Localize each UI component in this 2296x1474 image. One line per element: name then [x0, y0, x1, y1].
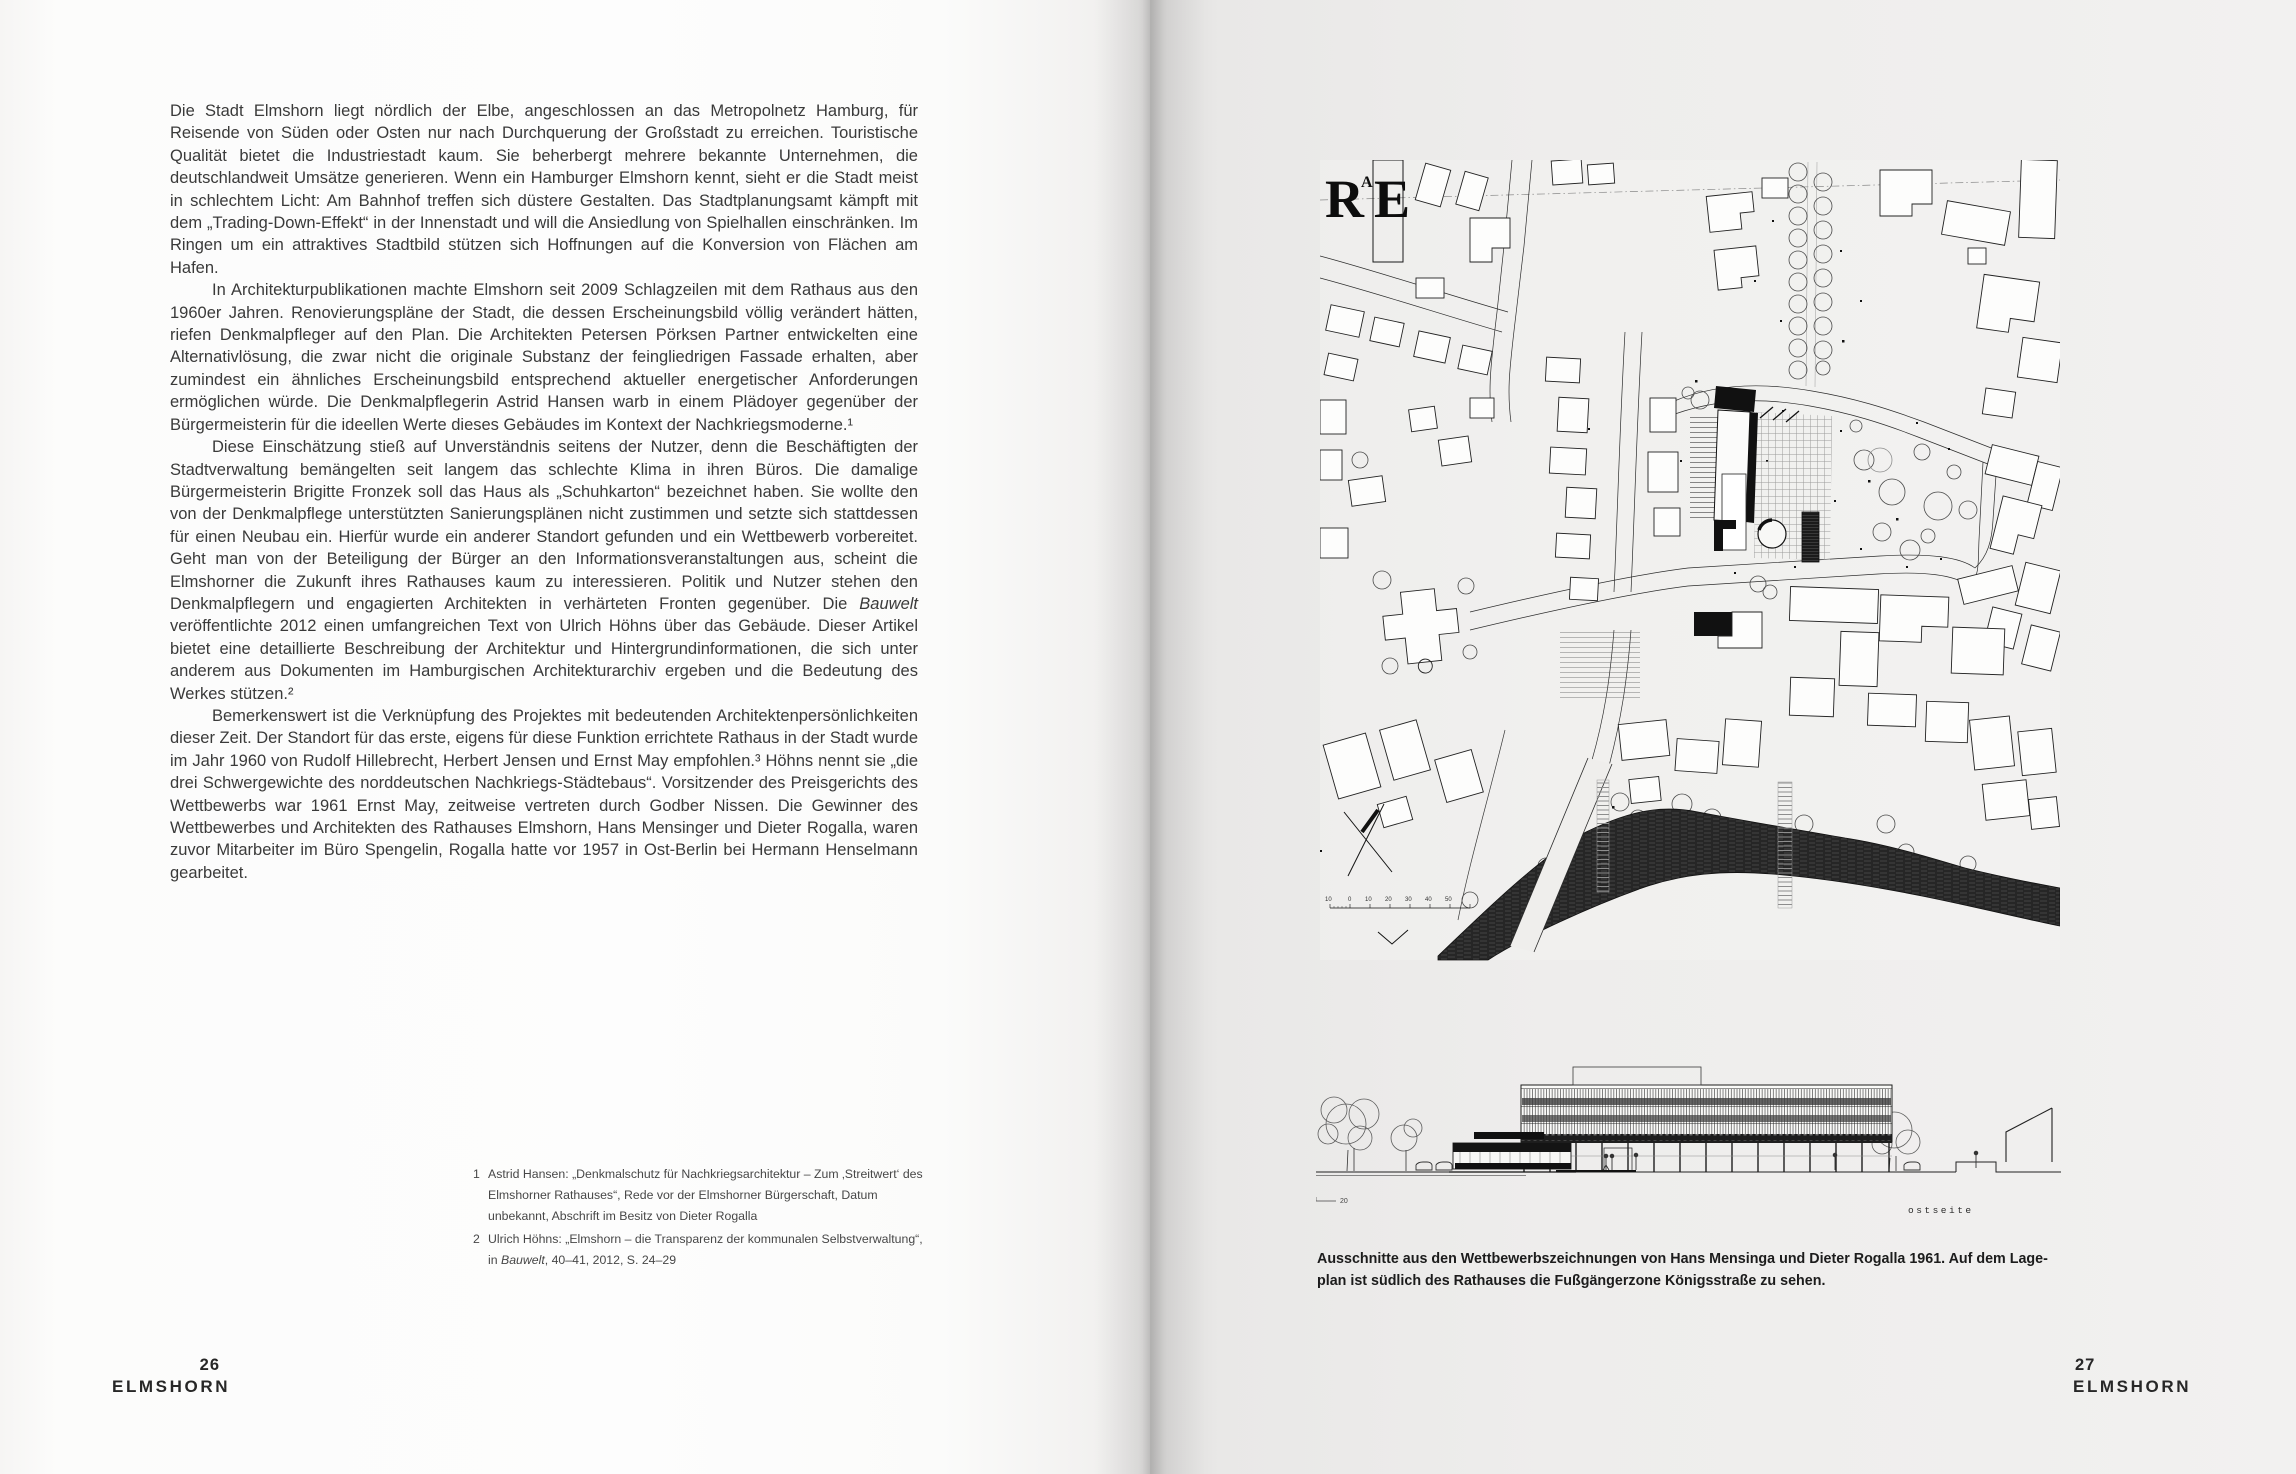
- plan-rathaus-north-bar: [1714, 386, 1756, 412]
- svg-text:10: 10: [1365, 897, 1372, 903]
- footnote-2: [473, 1229, 923, 1271]
- footer-right: [2073, 1356, 2193, 1397]
- paragraph: In Architekturpublikationen machte Elmshorn seit 2009 Schlagzeilen mit dem Rathaus aus den 1960er Jahren. Renovierungspläne der Stadt, die dessen Erscheinungsbild völlig verändert hätten, riefen Denkmalpfleger auf den Plan. Die Architekten Petersen Pörksen Partner entwickelten eine Alternativlösung, die zwar nicht die originale Substanz der feingliedrigen Fassade erhalten, aber zumindest ein ähnliches Erscheinungsbild entsprechend aktueller energetischer Anforderungen ermöglichen würde. Die Denkmalpflegerin Astrid Hansen warb in einem Plädoyer gegenüber der Bürgermeisterin für die ideellen Werte dieses Gebäudes im Kontext der Nachkriegsmoderne.¹: [170, 281, 918, 434]
- svg-text:20: 20: [1340, 1198, 1348, 1205]
- paragraph: Bemerkenswert ist die Verknüpfung des Projektes mit bedeutenden Architektenpersönlichkeiten dieser Zeit. Der Standort für das erste, eigens für diese Funktion errichtete Rathaus in der Stadt wurde im Jahr 1960 von Rudolf Hillebrecht, Herbert Jensen und Ernst May empfohlen.³ Höhns nennt sie „die drei Schwergewichte des norddeutschen Nachkriegs-Städtebaus“. Vorsitzender des Preisgerichts des Wettbewerbs war 1961 Ernst May, zeitweise vertreten durch Godber Nissen. Die Gewinner des Wettbewerbes und Architekten des Rathauses Elmshorn, Hans Mensinger und Dieter Rogalla, waren zuvor Mitarbeiter im Büro Spengelin, Rogalla hatte vor 1957 in Ost-Berlin bei Hermann Henselmann gearbeitet.: [170, 706, 918, 882]
- figure-caption: Ausschnitte aus den Wettbewerbszeichnungen von Hans Mensinga und Dieter Rogalla 1961. Auf dem Lage- plan ist südlich des Rathauses die Fußgängerzone Königsstraße zu sehen.: [1317, 1251, 2048, 1289]
- elevation-drawing: [1316, 1058, 2066, 1238]
- footnote-number: 2: [473, 1232, 480, 1247]
- running-title: ELMSHORN: [112, 1377, 231, 1396]
- plan-parking-hatch: [1690, 414, 1718, 522]
- svg-text:0: 0: [1348, 897, 1352, 903]
- svg-text:R: R: [1325, 169, 1364, 229]
- plan-dark-hatch-block: [1802, 512, 1819, 562]
- footnote-text: Astrid Hansen: „Denkmalschutz für Nachkriegsarchitektur – Zum ‚Streitwert‘ des Elmshorner Rathauses“, Rede vor der Elmshorner Bürgerschaft, Datum unbekannt, Abschrift im Besitz von Dieter Rogalla: [488, 1167, 923, 1223]
- svg-text:40: 40: [1425, 897, 1432, 903]
- footnote-text: Ulrich Höhns: „Elmshorn – die Transparenz der kommunalen Selbstverwaltung“, in Bauwelt, 40–41, 2012, S. 24–29: [488, 1232, 923, 1268]
- site-plan-drawing: [1320, 160, 2060, 970]
- svg-text:30: 30: [1405, 897, 1412, 903]
- footnote-number: 1: [473, 1167, 480, 1181]
- paragraph: Die Stadt Elmshorn liegt nördlich der Elbe, angeschlossen an das Metropolnetz Hamburg, für Reisende von Süden oder Osten nur nach Durchquerung der Großstadt zu erreichen. Touristische Qualität bietet die Industriestadt kaum. Sie beherbergt mehrere bekannte Unternehmen, die deutschlandweit Umsätze generieren. Wenn ein Hamburger Elmshorn kennt, sieht er die Stadt meist in schlechtem Licht: Am Bahnhof treffen sich düstere Gestalten. Das Stadtplanungsamt kämpft mit dem „Trading-Down-Effekt“ in der Innenstadt und will die Ansiedlung von Spielhallen einschränken. Im Ringen um ein attraktives Stadtbild stützen sich Hoffnungen auf die Konversion von Flächen am Hafen.: [170, 102, 918, 277]
- running-title: ELMSHORN: [2073, 1377, 2192, 1396]
- elevation-scale: [1316, 1197, 1348, 1205]
- plan-steps-path: [1597, 780, 1609, 892]
- svg-text:E: E: [1374, 169, 1411, 229]
- svg-text:10: 10: [1325, 897, 1332, 903]
- svg-text:A: A: [1361, 174, 1373, 191]
- page-number: 27: [2075, 1356, 2096, 1374]
- svg-text:20: 20: [1385, 897, 1392, 903]
- footer-left: [112, 1356, 231, 1397]
- footnote-1: [473, 1164, 923, 1226]
- paragraph: Diese Einschätzung stieß auf Unverständnis seitens der Nutzer, denn die Beschäftigten der Stadtverwaltung bemängelten seit langem das schlechte Klima in ihren Büros. Die damalige Bürgermeisterin Brigitte Fronzek soll das Haus als „Schuhkarton“ bezeichnet haben. Sie wollte den von der Denkmalpflege unterstützten Sanierungsplänen nicht zustimmen und setzte sich stattdessen für einen Neubau ein. Hierfür wurde ein anderer Standort gefunden und ein Wettbewerb vorbereitet. Geht man von der Beteiligung der Bürger an den Informationsveranstaltungen aus, scheint die Elmshorner die Zukunft ihres Rathauses kaum zu interessieren. Politik und Nutzer stehen den Denkmalpflegern und engagierten Architekten in verhärteten Fronten gegenüber. Die Bauwelt veröffentlichte 2012 einen umfangreichen Text von Ulrich Höhns über das Gebäude. Dieser Artikel bietet eine detaillierte Beschreibung der Architektur und Hintergrundinformationen, die sich unter anderem aus Dokumenten im Hamburgischen Architekturarchiv ergeben und die Bedeutung des Werkes stützen.²: [170, 438, 918, 703]
- elevation-main-slab: [1521, 1067, 1892, 1142]
- footnotes: [473, 1164, 923, 1274]
- svg-text:50: 50: [1445, 897, 1452, 903]
- elevation-penthouse: [1573, 1067, 1701, 1085]
- elevation-ground-floor: [1521, 1142, 1892, 1172]
- elevation-label: ostseite: [1908, 1205, 1974, 1216]
- article-text: [170, 100, 918, 884]
- page-number: 26: [199, 1356, 220, 1374]
- plan-steps-path: [1778, 782, 1792, 908]
